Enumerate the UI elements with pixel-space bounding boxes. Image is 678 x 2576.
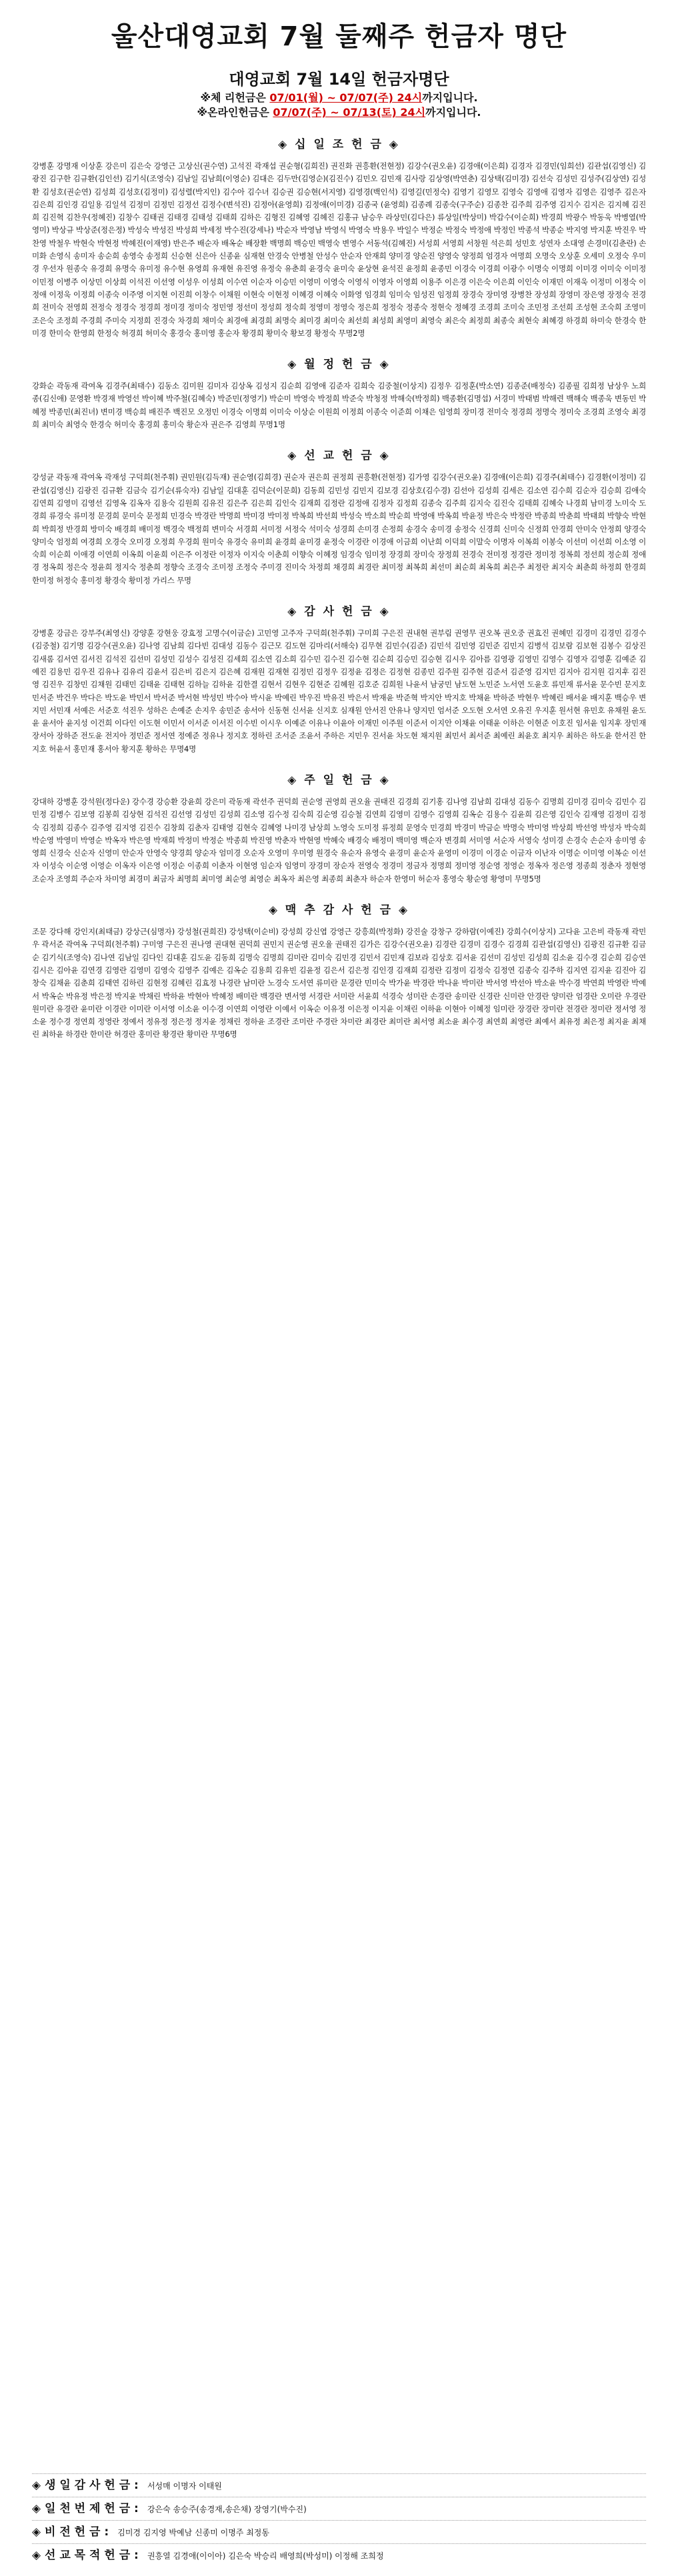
row-names: 서성매 이명자 이태원 — [147, 2481, 222, 2491]
row-label: ◈ 일 천 번 제 헌 금 : — [32, 2502, 139, 2515]
name-list: 조문 강다해 강인지(최태금) 강상근(심명자) 강성철(권희진) 강성택(이순비) 강성희 강신엽 강영근 강흥희(박정화) 강진술 강창구 강하람(이예진) 강희수(이상지) 고다윤 고은비 곽동재 곽민우 곽서준 곽여옥 구덕희(천주휘) 구미영 구은진 권나영 권대현 권덕희 권민지 권순영 권오율 권태진 김가은 김강수(권오윤) 김경란 김경미 김경수 김경희 김관섭(김영신) 김광진 김규환 김금순 김기식(조영숙) 김나연 김남일 김다인 김대훈 김도윤 김동희 김명숙 김명희 김미란 김미숙 김민경 김민서 김민재 김보라 김상호 김서윤 김선미 김성민 김성희 김소윤 김수경 김순희 김승연 김시은 김아윤 김연경 김영란 김영미 김영숙 김영주 김예은 김옥순 김용희 김유빈 김윤정 김은서 김은정 김인경 김재희 김정란 김정미 김정숙 김정연 김종숙 김주하 김지연 김지윤 김진아 김창숙 김채윤 김춘희 김태연 김하린 김현정 김혜린 김효정 나경란 남미란 노경숙 도서연 류미란 문경란 민미숙 박가윤 박경란 박나윤 박미란 박서영 박선아 박소윤 박수경 박연희 박영란 박예서 박옥순 박유정 박은정 박지윤 박채린 박하윤 박현아 박혜정 배미란 백경란 변서영 서경란 서미란 서윤희 석경숙 성미란 손경란 송미란 신경란 신미란 안경란 양미란 엄경란 오미란 우경란 원미란 유경란 윤미란 이경란 이미란 이서영 이소윤 이수경 이연희 이영란 이예서 이옥순 이유정 이은정 이지윤 이채린 이하윤 이현아 이혜정 임미란 장경란 장미란 전경란 정미란 정서영 정소윤 정수경 정연희 정영란 정예서 정유정 정은정 정지윤 정채린 정하윤 조경란 조미란 주경란 차미란 최경란 최미란 최서영 최소윤 최수경 최연희 최영란 최예서 최유정 최은정 최지윤 최채린 최하윤 하경란 한미란 허경란 홍미란 황경란 황미란 무명6명 — [32, 927, 646, 1039]
notice-offline-prefix: ※체 리헌금은 — [200, 91, 266, 104]
row-names: 강은숙 송승주(송경재,송은채) 장영기(박수진) — [147, 2505, 307, 2514]
name-list: 강화순 곽동재 곽여옥 김경주(최태수) 김동소 김미원 김미자 김상옥 김성지 김순희 김영애 김준자 김희숙 김중철(이상지) 김정우 김정훈(박소연) 김종준(배정숙) 김종필 김희정 남상우 노희종(김신애) 문영환 박경재 박영선 박이혜 박주철(김혜숙) 박준민(정영기) 박순미 박영숙 박정희 박준숙 박청정 박해숙(박정희) 백종환(김명섭) 서경미 박태범 박해련 백해숙 백종욱 변동민 박혜정 박종민(최진녀) 변미경 백승희 배진주 백진모 오정민 이경숙 이명희 이미숙 이상순 이원희 이정희 이종숙 이준희 이채은 임영희 장미경 전미숙 정경희 정명숙 정미숙 조경희 조영숙 최경희 최미숙 최영숙 한경숙 허미숙 홍경희 홍미숙 황순자 권은주 김영희 무명1명 — [32, 381, 646, 430]
notice-offline-suffix: 까지입니다. — [422, 91, 478, 104]
section-mission — [32, 447, 646, 587]
notice-online-period: 07/07(주) ~ 07/13(토) 24시 — [273, 106, 426, 119]
mission-purpose-offering-row — [32, 2543, 646, 2567]
name-list: 강병훈 강금은 강부주(최영신) 강양훈 강현웅 강효정 고명수(이금순) 고민영 고주자 구덕희(천주휘) 구미희 구은진 권내현 권부림 권영무 권오복 권오중 권효진 권혜민 김경미 김경민 김경수(김중철) 김기명 김강수(권오윤) 김나영 김남희 김다빈 김대성 김동수 김근모 김도현 김마리(서해숙) 김무현 김민수(김준) 김민석 김민영 김민준 김민지 김병석 김보람 김보현 김봉수 김상진 김새롬 김서연 김서진 김석진 김선미 김성민 김성수 김성진 김세희 김소연 김소희 김수민 김수진 김수현 김순희 김승민 김승현 김시우 김아름 김영광 김영민 김영수 김영자 김영훈 김예준 김예진 김용민 김우진 김유나 김유리 김윤서 김은비 김은지 김은혜 김재원 김재현 김정민 김정우 김정윤 김정은 김정현 김종민 김주원 김주현 김준서 김준영 김지민 김지아 김지원 김지후 김진영 김진우 김창민 김채원 김태민 김태윤 김태현 김하늘 김하윤 김한결 김현서 김현우 김현준 김혜원 김호준 김희원 나윤서 남궁민 남도현 노민준 노서연 도윤호 류민재 류서윤 문수빈 문지호 민서준 박건우 박다은 박도윤 박민서 박서준 박서현 박성민 박수아 박시윤 박예린 박우진 박유진 박은서 박재윤 박준혁 박지안 박지호 박채윤 박하준 박현우 박혜린 배서윤 배지훈 백승우 변지민 서민재 서예은 서준호 석진우 성하은 손예준 손지우 송민준 송서아 신동현 신서윤 신지호 심재원 안서진 안유나 양지민 엄서준 오도현 오서연 오유진 우지훈 원서현 유민호 유채원 윤도윤 윤서아 윤지성 이건희 이다인 이도현 이민서 이서준 이서진 이수빈 이시우 이예준 이유나 이윤아 이재민 이주원 이준서 이지안 이채윤 이태윤 이하은 이현준 이호진 임서윤 임지후 장민재 장서아 장하준 전도윤 전지아 정민준 정서연 정예준 정유나 정지호 정하린 조서준 조윤서 주하은 지민우 진서윤 차도현 채지원 최민서 최서준 최예린 최윤호 최지우 최하은 하도윤 한서진 한지호 허윤서 홍민재 홍서아 황지훈 황하은 무명4명 — [32, 628, 646, 754]
notice-online — [32, 105, 646, 120]
notice-offline-period: 07/01(월) ~ 07/07(주) 24시 — [269, 91, 423, 104]
name-list: 강성균 곽동재 곽여옥 곽재성 구덕희(천주휘) 권민원(김득재) 권순영(김희경) 권순자 권은희 권정희 권흥환(전현정) 김가영 김강수(권오윤) 김경애(이은희) 김경주(최태수) 김경환(이정미) 김관섭(김영신) 김광진 김규환 김금숙 김기순(류숙자) 김남일 김대훈 김덕순(이문희) 김동희 김민성 김민지 김보경 김상호(김수경) 김선아 김성희 김세은 김소연 김수희 김순자 김승희 김애숙 김연희 김영미 김영선 김영옥 김옥자 김용숙 김원희 김유진 김은주 김은희 김인숙 김재희 김정란 김정애 김정자 김정희 김종숙 김주희 김지숙 김진숙 김태희 김혜숙 나경희 남미경 노미숙 도경희 류경숙 류미정 문경희 문미숙 문정희 민경숙 박경란 박명희 박미경 박미정 박복희 박선희 박성숙 박소희 박순희 박영애 박옥희 박윤정 박은숙 박정란 박종희 박춘희 박태희 박향숙 박현희 박희정 반경희 방미숙 배경희 배미정 백경숙 백정희 변미숙 서경희 서미정 서정숙 석미숙 성경희 손미경 손정희 송경숙 송미경 송정숙 신경희 신미숙 신정희 안경희 안미숙 안정희 양경숙 양미숙 엄정희 여경희 오경숙 오미경 오정희 우경희 원미숙 유경숙 유미희 윤경희 윤미경 윤정숙 이경란 이경애 이금희 이난희 이덕희 이말숙 이명자 이복희 이봉숙 이선미 이선희 이소영 이숙희 이순희 이애경 이연희 이옥희 이윤희 이은주 이정란 이정자 이지숙 이춘희 이향숙 이혜정 임경숙 임미정 장경희 장미숙 장정희 전경숙 전미정 정경란 정미정 정복희 정선희 정순희 정애경 정옥희 정은숙 정윤희 정지숙 정춘희 정향숙 조경숙 조미정 조정숙 주미경 진미숙 차정희 채경희 최경란 최미정 최복희 최선미 최순희 최옥희 최은주 최정란 최지숙 최춘희 하정희 한경희 한미정 허정숙 홍미정 황경숙 황미정 가리스 무명 — [32, 472, 646, 585]
section-title: ◈ 감 사 헌 금 ◈ — [287, 605, 391, 619]
name-list: 강병훈 강명재 이상훈 강은미 김은숙 강영근 고상신(권수연) 고석진 곽재섭 권순형(김희진) 권진화 권흥환(전현정) 김강수(권오윤) 김경애(이은희) 김경자 김경민(임희선) 김관섭(김영신) 김광진 김구한 김규환(김인선) 김기식(조영숙) 김남일 김남희(이영순) 김대은 김두만(김영순)(김진수) 김민오 김민재 김사랑 김상영(박연춘) 김상택(김미경) 김선숙 김성민 김성주(김상연) 김성환 김성호(권순연) 김성희 김성호(김정미) 김성렬(박지인) 김수아 김수녀 김승권 김승현(서지영) 김영경(백인석) 김영길(민정숙) 김영기 김영모 김영숙 김영애 김영자 김영은 김영주 김은자 김은희 김인경 김일용 김일석 김정미 김정민 김정선 김정수(변석진) 김정아(윤영희) 김정애(이미경) 김종국 (윤영희) 김종례 김종숙(구주순) 김종찬 김주희 김주영 김지수 김지은 김지혜 김진희 김진혁 김찬우(정혜진) 김창수 김태권 김태경 김태성 김태희 김하은 김형진 김혜영 김혜진 김홍규 남승우 라상민(김다은) 류상일(박상미) 박갑수(이순희) 박경희 박광수 박동욱 박병열(박영미) 박상규 박상준(정은정) 박성숙 박성진 박성희 박세정 박수진(강세나) 박순자 박영남 박영식 박영숙 박용우 박일수 박정순 박정숙 박정애 박정인 박종석 박종순 박지영 박지훈 박진우 박찬영 박철우 박현숙 박현정 박혜진(이재영) 반은주 배순자 배옥순 배장환 백명희 백승민 백영숙 변영수 서동석(김혜진) 서성희 서영희 서창원 석은희 성민호 성연자 소대영 손경미(김춘란) 손미화 손영식 송미자 송순희 송영숙 송정희 신승현 신은아 신종윤 심재현 안경숙 안병철 안성수 안순자 안재희 양미경 양순진 양영숙 양정희 엄경자 여명희 오명숙 오상훈 오세미 오정숙 우미경 우선자 원종숙 유경희 유명숙 유미정 유수현 유영희 유재현 유진영 유정숙 유춘희 윤경숙 윤미숙 윤상현 윤석진 윤정희 윤종민 이경숙 이경희 이광수 이명숙 이명희 이미경 이미숙 이미정 이민정 이병주 이상민 이상희 이석진 이선영 이성우 이성희 이수연 이순자 이승민 이영미 이영숙 이영식 이영자 이영희 이용주 이은경 이은숙 이은희 이인숙 이재민 이재욱 이정미 이정숙 이정애 이정욱 이정희 이종숙 이주영 이지현 이진희 이창수 이채원 이현숙 이현정 이혜경 이혜숙 이화영 임경희 임미숙 임성진 임정희 장경숙 장미영 장병찬 장성희 장영미 장은영 장정숙 전경희 전미숙 전영희 전정숙 정경숙 정경희 정미경 정미숙 정민영 정선미 정성희 정숙희 정영미 정영숙 정은희 정정숙 정종숙 정현숙 정혜경 조경희 조미숙 조민정 조선희 조성현 조숙희 조영미 조은숙 조정희 주경희 주미숙 지정희 진경숙 차경희 채미숙 최경애 최경희 최명숙 최미경 최미숙 최선희 최성희 최영미 최영숙 최은숙 최정희 최종숙 최현숙 최혜경 하경희 하미숙 한경숙 한미경 한미숙 한영희 한정숙 허경희 허미숙 홍경숙 홍미영 홍순자 황경희 황미숙 황보경 황정숙 무명2명 — [32, 161, 646, 338]
section-monthly — [32, 356, 646, 431]
section-title: ◈ 십 일 조 헌 금 ◈ — [278, 138, 400, 151]
row-label: ◈ 생 일 감 사 헌 금 : — [32, 2479, 139, 2492]
notice-offline — [32, 91, 646, 105]
row-label: ◈ 비 전 헌 금 : — [32, 2525, 109, 2539]
row-label: ◈ 선 교 목 적 헌 금 : — [32, 2549, 139, 2562]
name-list: 강대하 강병훈 강석원(정다운) 강수경 강승환 강윤희 강은미 곽동재 곽선주 권덕희 권순영 권영희 권오율 권태진 김경희 김기홍 김나영 김남희 김대성 김동수 김명희 김미경 김미숙 김민수 김민정 김병수 김보영 김봉희 김상현 김석진 김선영 김성민 김성희 김소영 김수정 김숙희 김순영 김승철 김연희 김영미 김영수 김영희 김옥순 김용수 김윤희 김은영 김인숙 김재영 김정미 김정숙 김정희 김종수 김주영 김지영 김진수 김창희 김춘자 김태영 김현숙 김혜영 나미경 남상희 노영숙 도미정 류정희 문영숙 민경희 박경미 박금순 박명숙 박미영 박상희 박선영 박성자 박숙희 박순영 박영미 박영순 박옥자 박은영 박재희 박정미 박정순 박종희 박진영 박춘자 박현영 박혜숙 배경숙 배정미 백미영 백순자 변경희 서미영 서순자 서영숙 성미경 손경숙 손순자 송미영 송영희 신경숙 신순자 신영미 안순자 안영숙 양경희 양순자 엄미경 오순자 오영미 우미영 원경숙 유순자 유영숙 윤경미 윤순자 윤영미 이경미 이경순 이금자 이난자 이명순 이미영 이복순 이선자 이성숙 이순영 이영순 이옥자 이은영 이정순 이종희 이춘자 이현영 임순자 임영미 장경미 장순자 전영숙 정경미 정금자 정명희 정미영 정순영 정영순 정옥자 정은영 정종희 정춘자 정현영 조순자 조영희 주순자 차미영 최경미 최금자 최명희 최미영 최순영 최영순 최옥자 최은영 최종희 최춘자 하순자 한영미 허순자 홍영숙 황순영 황영미 무명5명 — [32, 796, 646, 884]
row-names: 김미경 김지영 박예남 신종미 이명주 최정동 — [117, 2528, 269, 2537]
notice-online-prefix: ※온라인헌금은 — [197, 106, 269, 119]
vision-offering-row — [32, 2520, 646, 2543]
section-title: ◈ 선 교 헌 금 ◈ — [287, 449, 391, 463]
section-harvest-thanksgiving — [32, 902, 646, 1041]
notice-online-suffix: 까지입니다. — [425, 106, 481, 119]
section-thanksgiving — [32, 603, 646, 756]
birthday-offering-row — [32, 2473, 646, 2497]
row-names: 권흥열 김경애(이이아) 김은숙 박승리 배영희(박성미) 이정해 조희정 — [147, 2551, 384, 2561]
section-title: ◈ 맥 추 감 사 헌 금 ◈ — [268, 904, 410, 918]
page-subtitle: 대영교회 7월 14일 헌금자명단 — [229, 70, 449, 89]
section-sunday — [32, 772, 646, 886]
page-title: 울산대영교회 7월 둘째주 헌금자 명단 — [111, 21, 567, 52]
section-title: ◈ 월 정 헌 금 ◈ — [287, 358, 391, 372]
thousand-offering-row — [32, 2497, 646, 2520]
section-tithe — [32, 136, 646, 340]
special-offerings — [32, 2473, 646, 2567]
section-title: ◈ 주 일 헌 금 ◈ — [287, 773, 391, 787]
